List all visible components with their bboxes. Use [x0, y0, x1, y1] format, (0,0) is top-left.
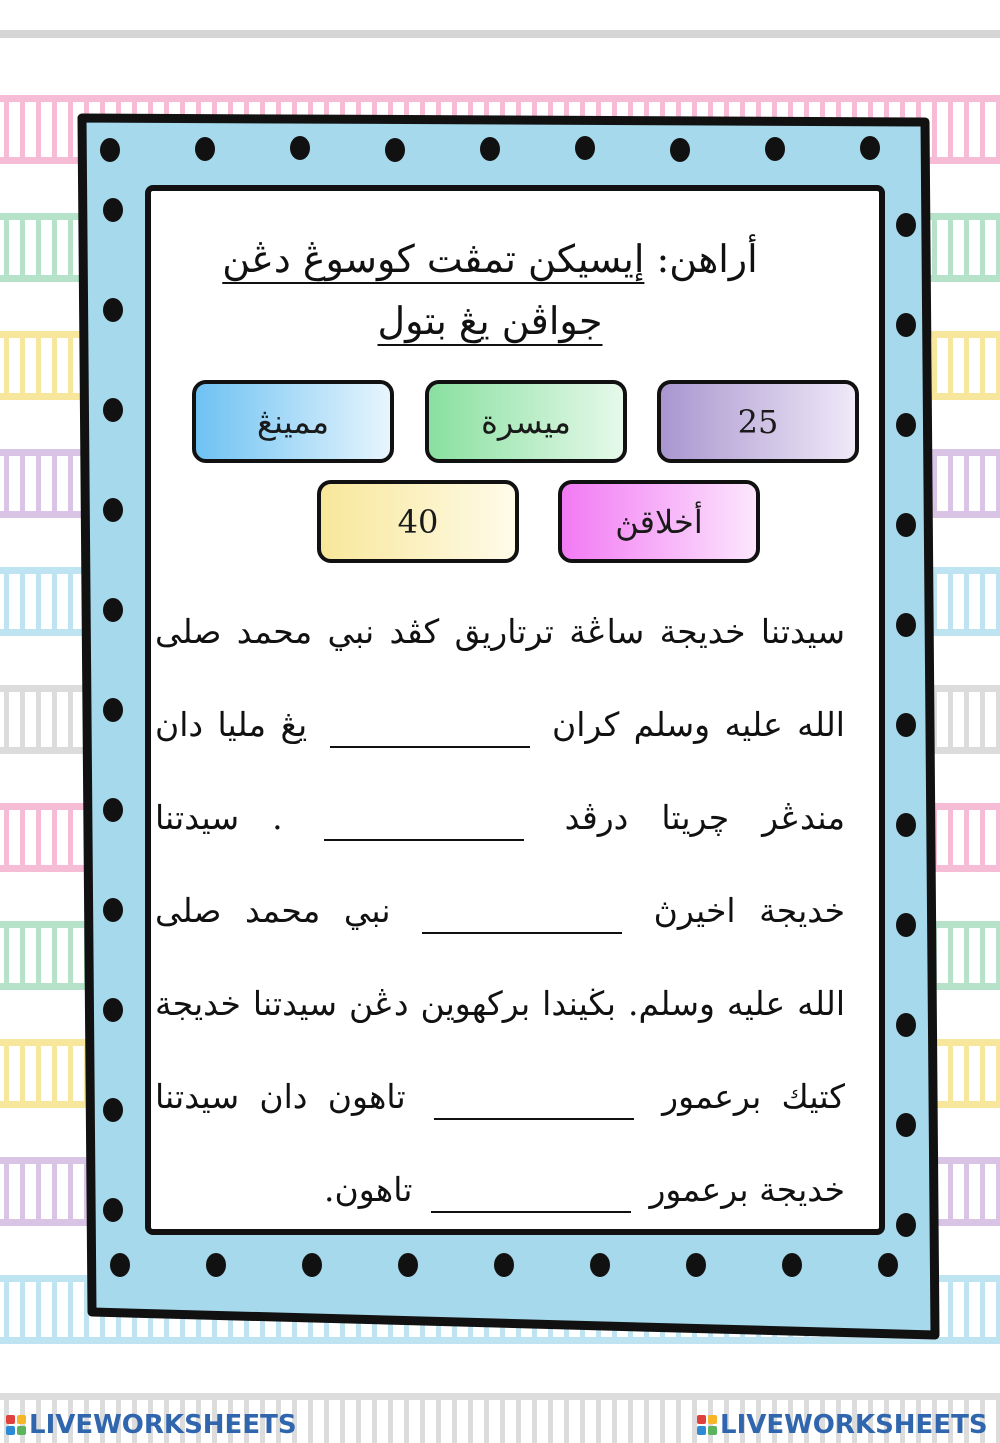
frame-dot — [860, 136, 880, 160]
answer-blank-5[interactable] — [431, 1171, 631, 1213]
frame-dot — [103, 898, 123, 922]
liveworksheets-logo-left — [6, 1408, 297, 1442]
frame-dot — [896, 613, 916, 637]
passage-line-5: الله عليه وسلم. بڬيندا بركهوين دڠن سيدتنا خديجة — [155, 984, 845, 1023]
passage-text: مندڠر چريتا درڤد — [564, 798, 845, 837]
frame-dot — [896, 813, 916, 837]
frame-dot — [670, 138, 690, 162]
passage-text: كتيك برعمور — [662, 1077, 845, 1116]
instruction-underlined-1: إيسيكن تمڤت كوسوڠ دڠن — [222, 237, 645, 281]
frame-dot — [103, 1198, 123, 1222]
logo-text: LIVEWORKSHEETS — [29, 1410, 297, 1440]
passage-line-2 — [155, 678, 845, 771]
frame-dot — [896, 1213, 916, 1237]
passage-line-3 — [155, 771, 845, 864]
passage-text: الله عليه وسلم كران — [551, 705, 845, 744]
frame-dot — [575, 136, 595, 160]
logo-icon — [697, 1415, 717, 1435]
logo-text: LIVEWORKSHEETS — [720, 1410, 988, 1440]
frame-dot — [782, 1253, 802, 1277]
answer-chip-40[interactable]: 40 — [317, 480, 519, 563]
passage-line-1: سيدتنا خديجة ساڠة ترتاريق كڤد نبي محمد صلى — [155, 612, 845, 651]
frame-dot — [103, 398, 123, 422]
frame-dot — [103, 798, 123, 822]
passage-text: نبي محمد صلى — [155, 891, 391, 930]
frame-dot — [686, 1253, 706, 1277]
logo-icon — [6, 1415, 26, 1435]
passage — [155, 585, 845, 1236]
frame-dot — [494, 1253, 514, 1277]
passage-text: تاهون. — [324, 1170, 413, 1209]
answer-chip-mamining[interactable]: ممينڠ — [192, 380, 394, 463]
frame-dot — [896, 1113, 916, 1137]
liveworksheets-logo-right — [697, 1408, 988, 1442]
answer-blank-4[interactable] — [434, 1078, 634, 1120]
frame-dot — [195, 137, 215, 161]
passage-line-4 — [155, 864, 845, 957]
stripe-band — [0, 30, 1000, 38]
frame-dot — [100, 138, 120, 162]
instruction-prefix: أراهن: — [644, 237, 758, 281]
answer-chip-akhlak[interactable]: أخلاقڽ — [558, 480, 760, 563]
frame-dot — [302, 1253, 322, 1277]
instruction-title — [170, 228, 810, 352]
frame-dot — [896, 1013, 916, 1037]
frame-dot — [103, 1098, 123, 1122]
passage-text: يڠ مليا دان — [155, 705, 308, 744]
frame-dot — [290, 136, 310, 160]
frame-dot — [480, 137, 500, 161]
answer-chip-25[interactable]: 25 — [657, 380, 859, 463]
frame-dot — [896, 913, 916, 937]
frame-dot — [206, 1253, 226, 1277]
frame-dot — [896, 413, 916, 437]
passage-text: خديجة برعمور — [649, 1170, 845, 1209]
frame-dot — [110, 1253, 130, 1277]
frame-dot — [103, 498, 123, 522]
answer-chip-maisarah[interactable]: ميسرة — [425, 380, 627, 463]
answer-blank-2[interactable] — [324, 799, 524, 841]
passage-text: . سيدتنا — [155, 798, 283, 837]
frame-dot — [896, 213, 916, 237]
frame-dot — [896, 313, 916, 337]
frame-dot — [385, 138, 405, 162]
frame-dot — [103, 598, 123, 622]
frame-dot — [103, 998, 123, 1022]
frame-dot — [765, 137, 785, 161]
passage-text: خديجة اخيرڽ — [653, 891, 845, 930]
frame-dot — [878, 1253, 898, 1277]
frame-dot — [398, 1253, 418, 1277]
frame-dot — [103, 698, 123, 722]
answer-blank-1[interactable] — [330, 706, 530, 748]
frame-dot — [896, 713, 916, 737]
answer-blank-3[interactable] — [422, 892, 622, 934]
frame-dot — [103, 298, 123, 322]
passage-text: تاهون دان سيدتنا — [155, 1077, 406, 1116]
passage-line-6 — [155, 1050, 845, 1143]
frame-dot — [590, 1253, 610, 1277]
frame-dot — [103, 198, 123, 222]
instruction-underlined-2: جواڤن يڠ بتول — [377, 299, 603, 343]
passage-line-7 — [155, 1143, 845, 1236]
frame-dot — [896, 513, 916, 537]
